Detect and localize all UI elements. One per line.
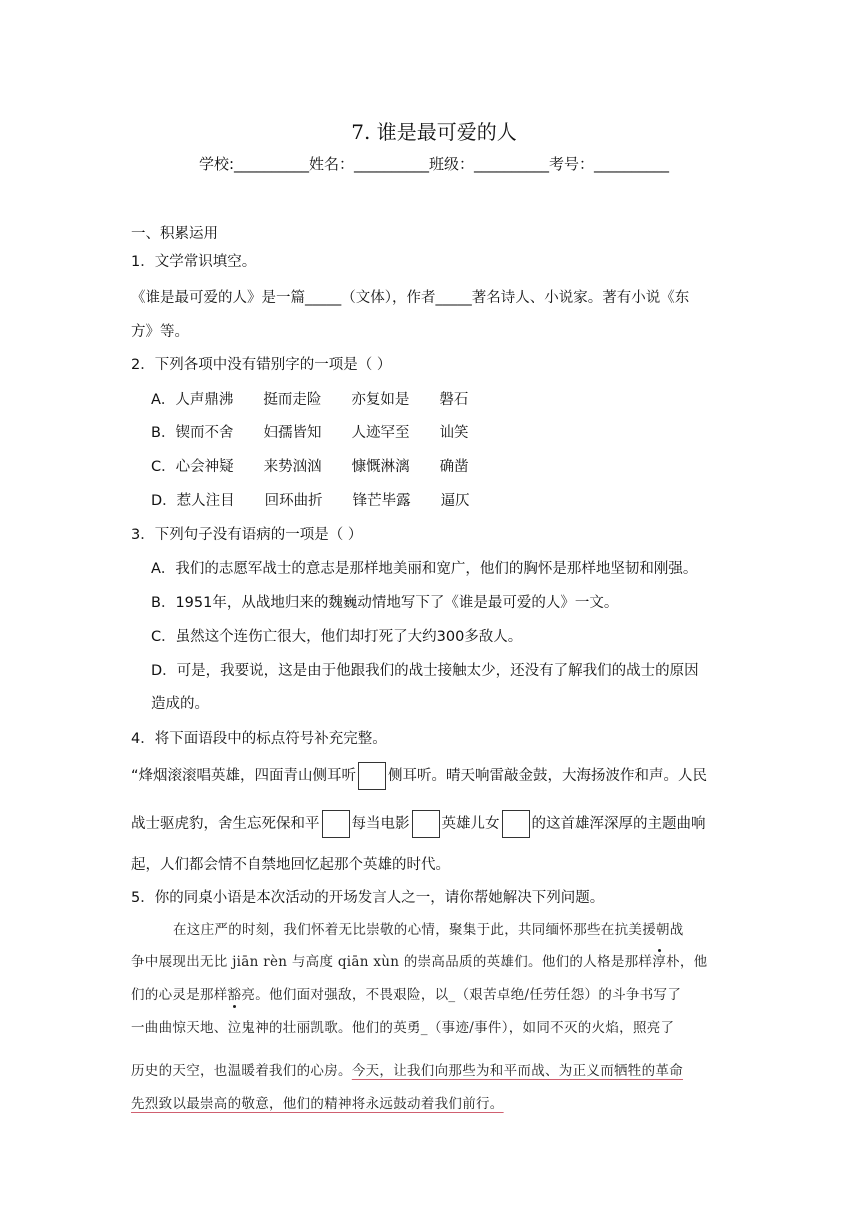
option-word: 挺而走险 — [263, 392, 322, 408]
option-word: 锋芒毕露 — [352, 493, 411, 509]
option-word: 亦复如是 — [351, 392, 410, 408]
option-word: 逼仄 — [440, 493, 470, 509]
punctuation-blank-box[interactable] — [358, 762, 386, 790]
question-3-stem: 3．下列句子没有语病的一项是（ ） — [131, 527, 363, 543]
passage-text: 的这首雄浑深厚的主题曲响 — [531, 816, 706, 832]
question-1-stem: 1．文学常识填空。 — [131, 254, 257, 270]
question-2-option-c[interactable] — [151, 455, 469, 476]
question-3-option-a[interactable]: A．我们的志愿军战士的意志是那样地美丽和宽广，他们的胸怀是那样地坚韧和刚强。 — [151, 561, 698, 577]
option-word: 锲而不舍 — [175, 425, 234, 441]
question-3-option-d[interactable]: D．可是，我要说，这是由于他跟我们的战士接触太少，还没有了解我们的战士的原因 — [151, 663, 699, 679]
section-heading: 一、积累运用 — [131, 226, 218, 242]
passage-text: 历史的天空，也温暖着我们的心房。 — [131, 1063, 352, 1079]
speech-passage-line: 一曲曲惊天地、泣鬼神的壮丽凯歌。他们的英勇_（事迹/事件），如同不灭的火焰，照亮了 — [131, 1020, 675, 1036]
question-3-option-b[interactable]: B．1951年，从战地归来的魏巍动情地写下了《谁是最可爱的人》一文。 — [151, 595, 619, 611]
question-4-line — [131, 810, 706, 838]
passage-text: 亮。他们面对强敌，不畏艰险，以_（艰苦卓绝/任劳任怨）的斗争书写了 — [241, 987, 682, 1003]
passage-text: 侧耳听。晴天响雷敲金鼓，大海扬波作和声。人民 — [388, 768, 708, 784]
option-word: 心会神疑 — [175, 459, 234, 475]
speech-passage-line — [131, 983, 681, 1003]
question-2-stem: 2．下列各项中没有错别字的一项是（ ） — [131, 357, 392, 373]
option-word: 回环曲折 — [264, 493, 323, 509]
option-word: 讪笑 — [439, 425, 469, 441]
question-5-stem: 5．你的同桌小语是本次活动的开场发言人之一，请你帮她解决下列问题。 — [131, 890, 605, 906]
punctuation-blank-box[interactable] — [322, 810, 350, 838]
option-label: C． — [151, 459, 176, 475]
option-word: 来势汹汹 — [263, 459, 322, 475]
passage-text: 们的心灵是那样 — [131, 987, 228, 1003]
option-word: 惹人注目 — [176, 493, 235, 509]
question-2-option-a[interactable] — [151, 388, 468, 409]
punctuation-blank-box[interactable] — [412, 810, 440, 838]
question-1-line: 方》等。 — [131, 324, 189, 340]
page-title: 7. 谁是最可爱的人 — [351, 120, 517, 144]
passage-text: 争中展现出无比 jiān rèn 与高度 qiān xùn 的崇高品质的英雄们。他们的人格是那样 — [131, 954, 653, 970]
passage-text: “烽烟滚滚唱英雄，四面青山侧耳听 — [131, 768, 357, 784]
question-4-stem: 4．将下面语段中的标点符号补充完整。 — [131, 731, 387, 747]
option-label: A． — [151, 392, 176, 408]
option-word: 妇孺皆知 — [263, 425, 322, 441]
question-4-line: 起，人们都会情不自禁地回忆起那个英雄的时代。 — [131, 857, 450, 873]
punctuation-blank-box[interactable] — [502, 810, 530, 838]
option-word: 磐石 — [439, 392, 469, 408]
question-2-option-b[interactable] — [151, 421, 468, 442]
student-info-line: 学校:__________姓名：__________班级：__________考号：__________ — [198, 155, 670, 173]
option-label: B． — [151, 425, 176, 441]
question-3-option-d-cont: 造成的。 — [151, 696, 209, 712]
speech-passage-line — [131, 950, 707, 970]
question-3-option-c[interactable]: C．虽然这个连伤亡很大，他们却打死了大约300多敌人。 — [151, 629, 523, 645]
option-word: 人声鼎沸 — [175, 392, 234, 408]
option-word: 慷慨淋漓 — [351, 459, 410, 475]
dotted-character: 淳 — [652, 954, 667, 970]
dotted-character: 豁 — [227, 987, 242, 1003]
question-2-option-d[interactable] — [151, 489, 470, 510]
option-word: 确凿 — [439, 459, 469, 475]
passage-text: 每当电影 — [351, 816, 410, 832]
passage-text: 英雄儿女 — [441, 816, 500, 832]
option-label: D． — [151, 493, 177, 509]
passage-text: 战士驱虎豹，舍生忘死保和平 — [131, 816, 320, 832]
underlined-sentence: 先烈致以最崇高的敬意，他们的精神将永远鼓动着我们前行。 — [131, 1096, 504, 1112]
question-4-line — [131, 762, 707, 790]
speech-passage-line: 在这庄严的时刻，我们怀着无比崇敬的心情，聚集于此，共同缅怀那些在抗美援朝战 — [173, 922, 684, 938]
option-word: 人迹罕至 — [351, 425, 410, 441]
passage-text: 朴，他 — [666, 954, 708, 970]
underlined-sentence: 今天，让我们向那些为和平而战、为正义而牺牲的革命 — [351, 1063, 684, 1079]
speech-passage-line — [131, 1059, 683, 1079]
question-1-line: 《谁是最可爱的人》是一篇_____（文体），作者_____著名诗人、小说家。著有小说《东 — [131, 290, 690, 306]
